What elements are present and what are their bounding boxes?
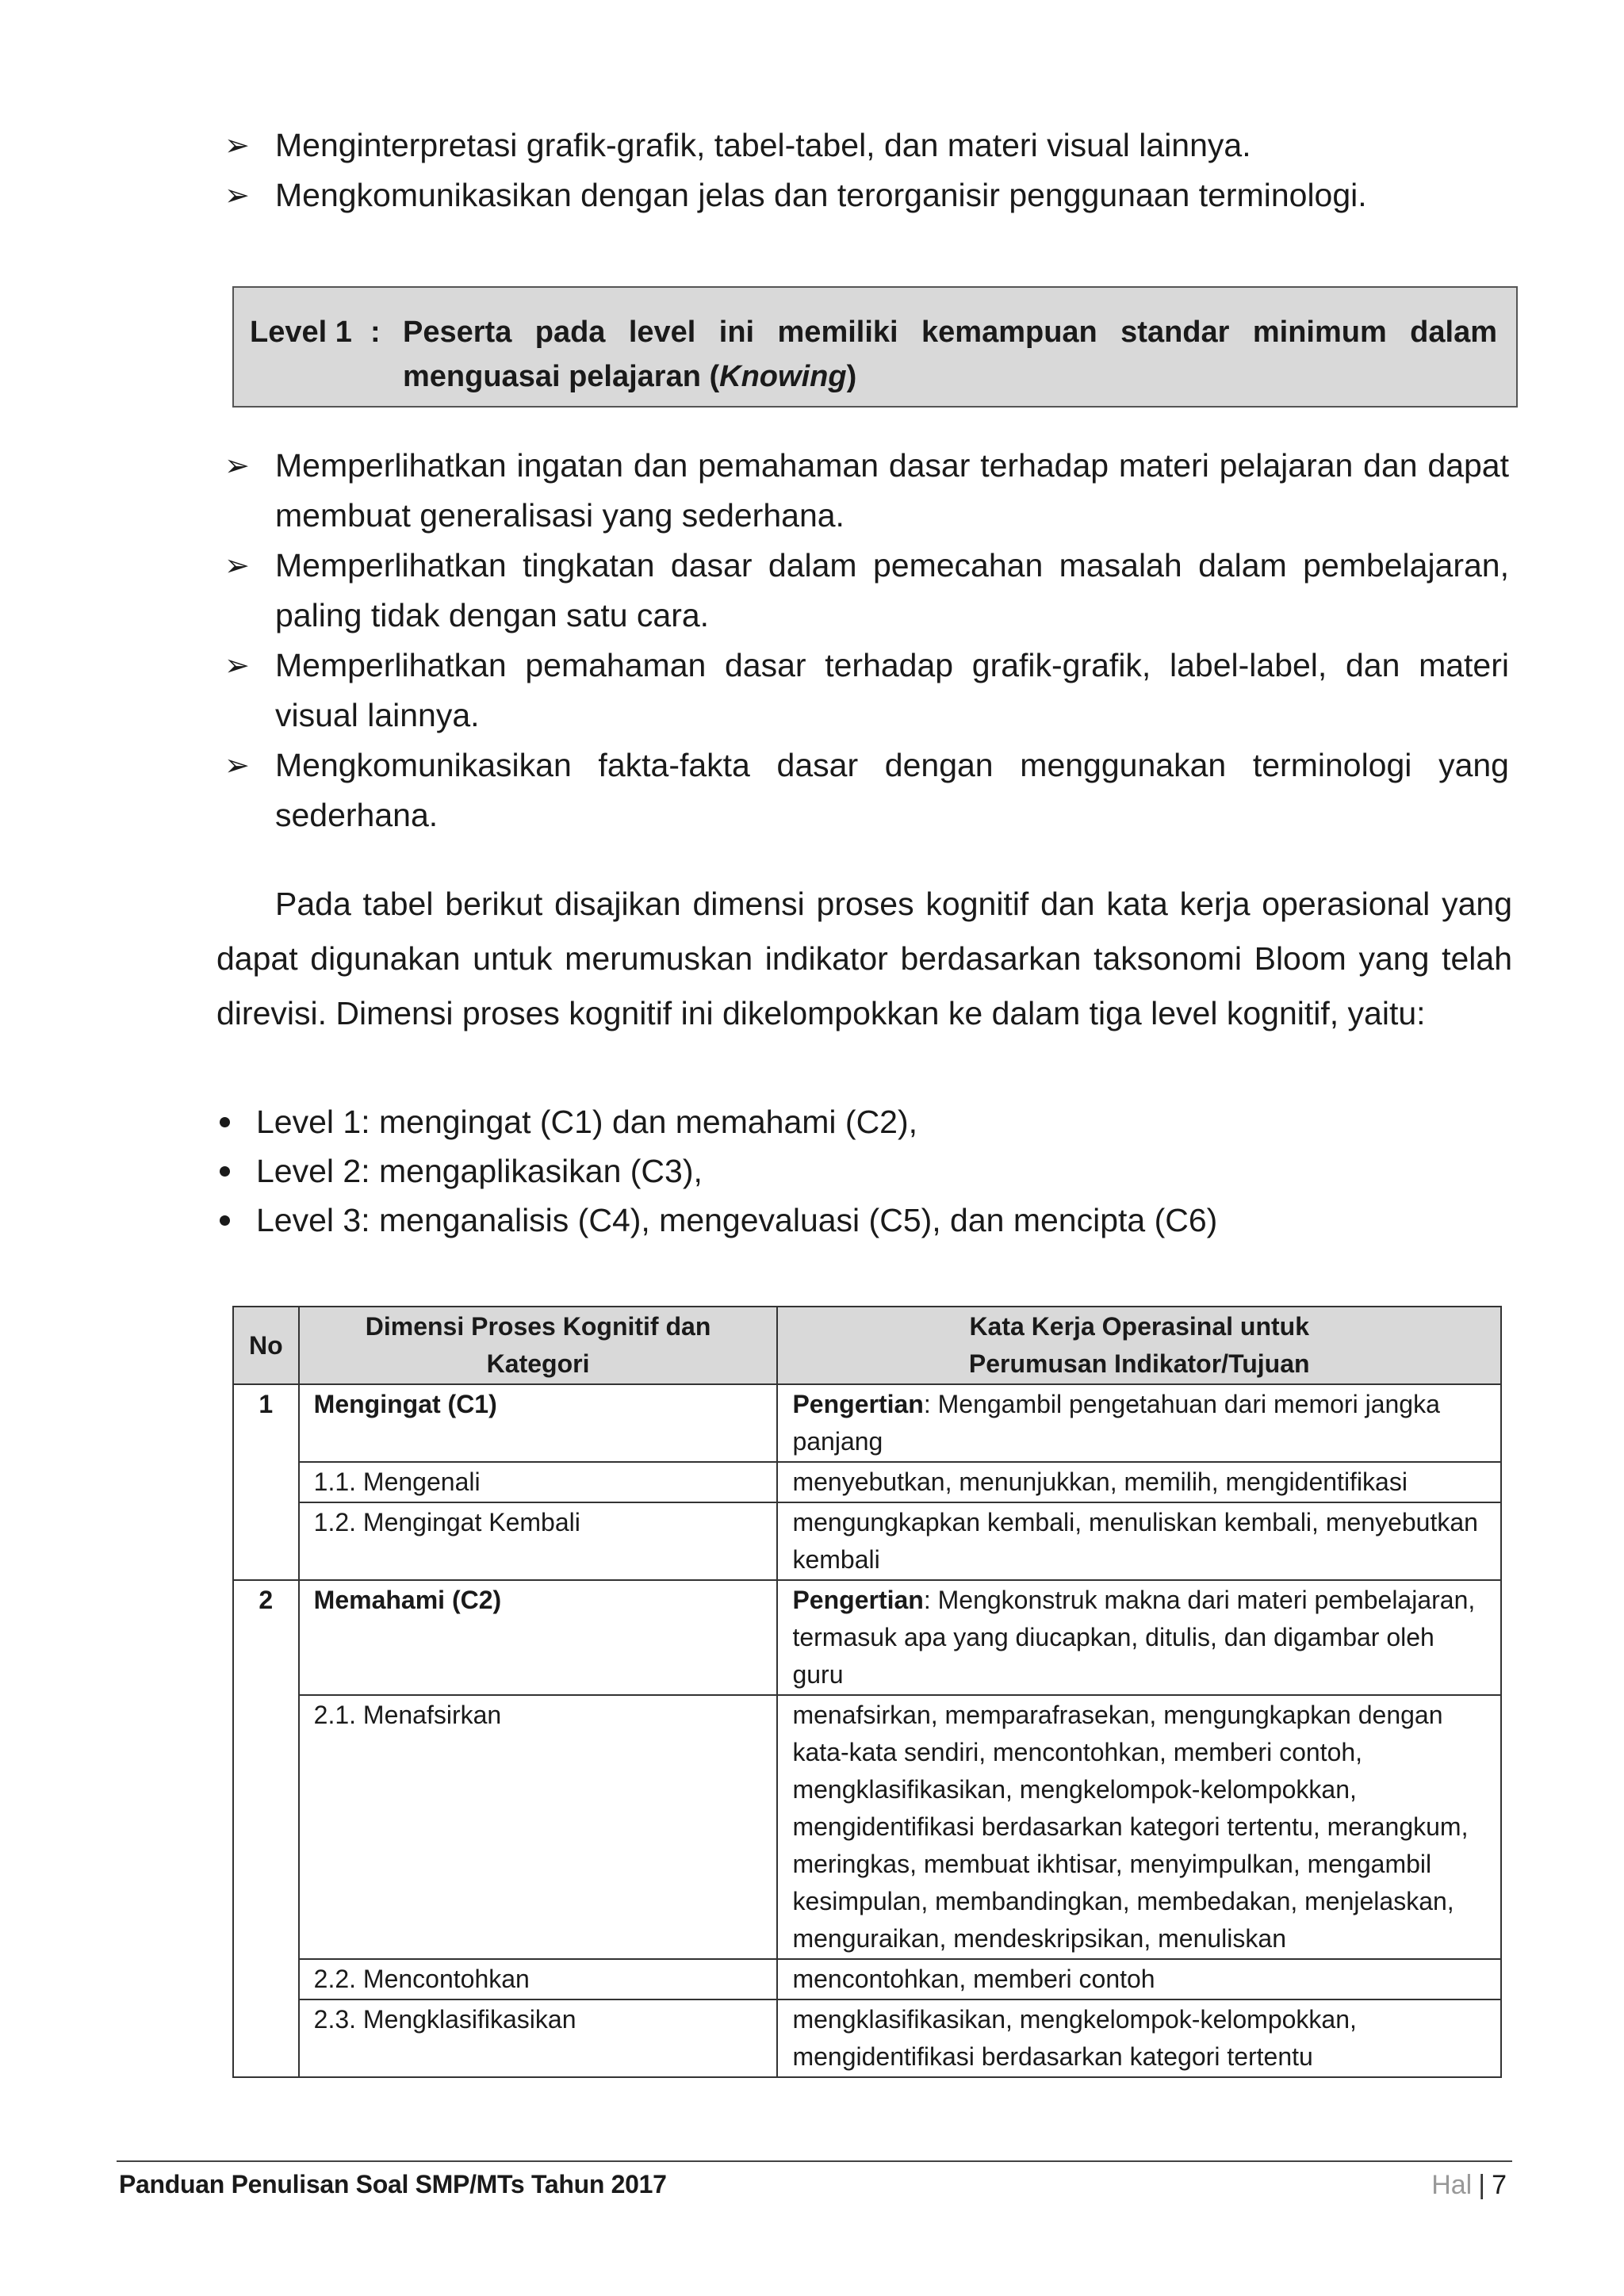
dimensi-cell: 1.1. Mengenali bbox=[299, 1462, 778, 1502]
table-row bbox=[233, 1999, 1501, 2077]
footer-title: Panduan Penulisan Soal SMP/MTs Tahun 2017 bbox=[119, 2170, 667, 2198]
level1-arrow-list bbox=[224, 441, 1509, 840]
table-header-row bbox=[233, 1307, 1501, 1384]
list-item: ➢ Memperlihatkan tingkatan dasar dalam pemecahan masalah dalam pembelajaran, paling tidak dengan satu cara. bbox=[224, 541, 1509, 641]
kko-cell: menafsirkan, memparafrasekan, mengungkapkan dengan kata-kata sendiri, mencontohkan, memberi contoh, mengklasifikasikan, mengkelompok-kelompokkan, mengidentifikasi berdasarkan kategori tertentu, merangkum, meringkas, membuat ikhtisar, menyimpulkan, mengambil kesimpulan, membandingkan, membedakan, menjelaskan, menguraikan, mendeskripsikan, menuliskan bbox=[777, 1695, 1501, 1959]
header-dimensi: Dimensi Proses Kognitif dan Kategori bbox=[299, 1307, 778, 1384]
arrow-bullet-icon: ➢ bbox=[224, 128, 250, 163]
table-row bbox=[233, 1384, 1501, 1462]
list-item: Level 2: mengaplikasikan (C3), bbox=[216, 1146, 1509, 1196]
list-item: Level 3: menganalisis (C4), mengevaluasi (C5), dan mencipta (C6) bbox=[216, 1196, 1509, 1245]
row-number: 1 bbox=[233, 1384, 299, 1580]
header-no: No bbox=[233, 1307, 299, 1384]
definition-cell: Pengertian: Mengkonstruk makna dari materi pembelajaran, termasuk apa yang diucapkan, ditulis, dan digambar oleh guru bbox=[777, 1580, 1501, 1695]
arrow-bullet-icon: ➢ bbox=[224, 178, 250, 212]
dimensi-cell: 2.1. Menafsirkan bbox=[299, 1695, 778, 1959]
footer-divider bbox=[117, 2160, 1512, 2162]
definition-cell: Pengertian: Mengambil pengetahuan dari memori jangka panjang bbox=[777, 1384, 1501, 1462]
category-cell: Mengingat (C1) bbox=[299, 1384, 778, 1462]
list-item: ➢ Memperlihatkan ingatan dan pemahaman dasar terhadap materi pelajaran dan dapat membuat generalisasi yang sederhana. bbox=[224, 441, 1509, 541]
level-label: Level 1 bbox=[250, 316, 352, 349]
table-row bbox=[233, 1580, 1501, 1695]
list-item: ➢ Mengkomunikasikan fakta-fakta dasar dengan menggunakan terminologi yang sederhana. bbox=[224, 740, 1509, 840]
dimensi-cell: 2.2. Mencontohkan bbox=[299, 1959, 778, 1999]
level-bullet-list bbox=[216, 1097, 1509, 1245]
list-item: ➢ Memperlihatkan pemahaman dasar terhadap grafik-grafik, label-label, dan materi visual lainnya. bbox=[224, 641, 1509, 740]
table-row bbox=[233, 1695, 1501, 1959]
bullet-dot-icon bbox=[220, 1166, 230, 1177]
arrow-bullet-icon: ➢ bbox=[224, 648, 250, 683]
list-item: ➢ Mengkomunikasikan dengan jelas dan terorganisir penggunaan terminologi. bbox=[224, 170, 1509, 220]
level-1-box bbox=[232, 286, 1518, 408]
dimensi-cell: 1.2. Mengingat Kembali bbox=[299, 1502, 778, 1580]
category-cell: Memahami (C2) bbox=[299, 1580, 778, 1695]
dimensi-cell: 2.3. Mengklasifikasikan bbox=[299, 1999, 778, 2077]
top-arrow-list bbox=[224, 121, 1509, 220]
page-number: Hal | 7 bbox=[1431, 2170, 1507, 2200]
table-row bbox=[233, 1462, 1501, 1502]
list-item: Level 1: mengingat (C1) dan memahami (C2), bbox=[216, 1097, 1509, 1146]
table-row bbox=[233, 1959, 1501, 1999]
kko-cell: menyebutkan, menunjukkan, memilih, mengidentifikasi bbox=[777, 1462, 1501, 1502]
kko-cell: mengungkapkan kembali, menuliskan kembali, menyebutkan kembali bbox=[777, 1502, 1501, 1580]
cognitive-process-table bbox=[232, 1306, 1502, 2078]
intro-paragraph: Pada tabel berikut disajikan dimensi proses kognitif dan kata kerja operasional yang dapat digunakan untuk merumuskan indikator berdasarkan taksonomi Bloom yang telah direvisi. Dimensi proses kognitif ini dikelompokkan ke dalam tiga level kognitif, yaitu: bbox=[216, 886, 1512, 1031]
kko-cell: mencontohkan, memberi contoh bbox=[777, 1959, 1501, 1999]
header-kko: Kata Kerja Operasinal untuk Perumusan Indikator/Tujuan bbox=[777, 1307, 1501, 1384]
bullet-dot-icon bbox=[220, 1117, 230, 1127]
arrow-bullet-icon: ➢ bbox=[224, 748, 250, 783]
arrow-bullet-icon: ➢ bbox=[224, 548, 250, 583]
arrow-bullet-icon: ➢ bbox=[224, 448, 250, 483]
bullet-dot-icon bbox=[220, 1215, 230, 1226]
row-number: 2 bbox=[233, 1580, 299, 2077]
table-row bbox=[233, 1502, 1501, 1580]
level-description: Peserta pada level ini memiliki kemampuan standar minimum dalam menguasai pelajaran (Knowing) bbox=[403, 316, 1497, 393]
kko-cell: mengklasifikasikan, mengkelompok-kelompokkan, mengidentifikasi berdasarkan kategori tertentu bbox=[777, 1999, 1501, 2077]
list-item: ➢ Menginterpretasi grafik-grafik, tabel-tabel, dan materi visual lainnya. bbox=[224, 121, 1509, 170]
level-colon: : bbox=[370, 316, 381, 349]
